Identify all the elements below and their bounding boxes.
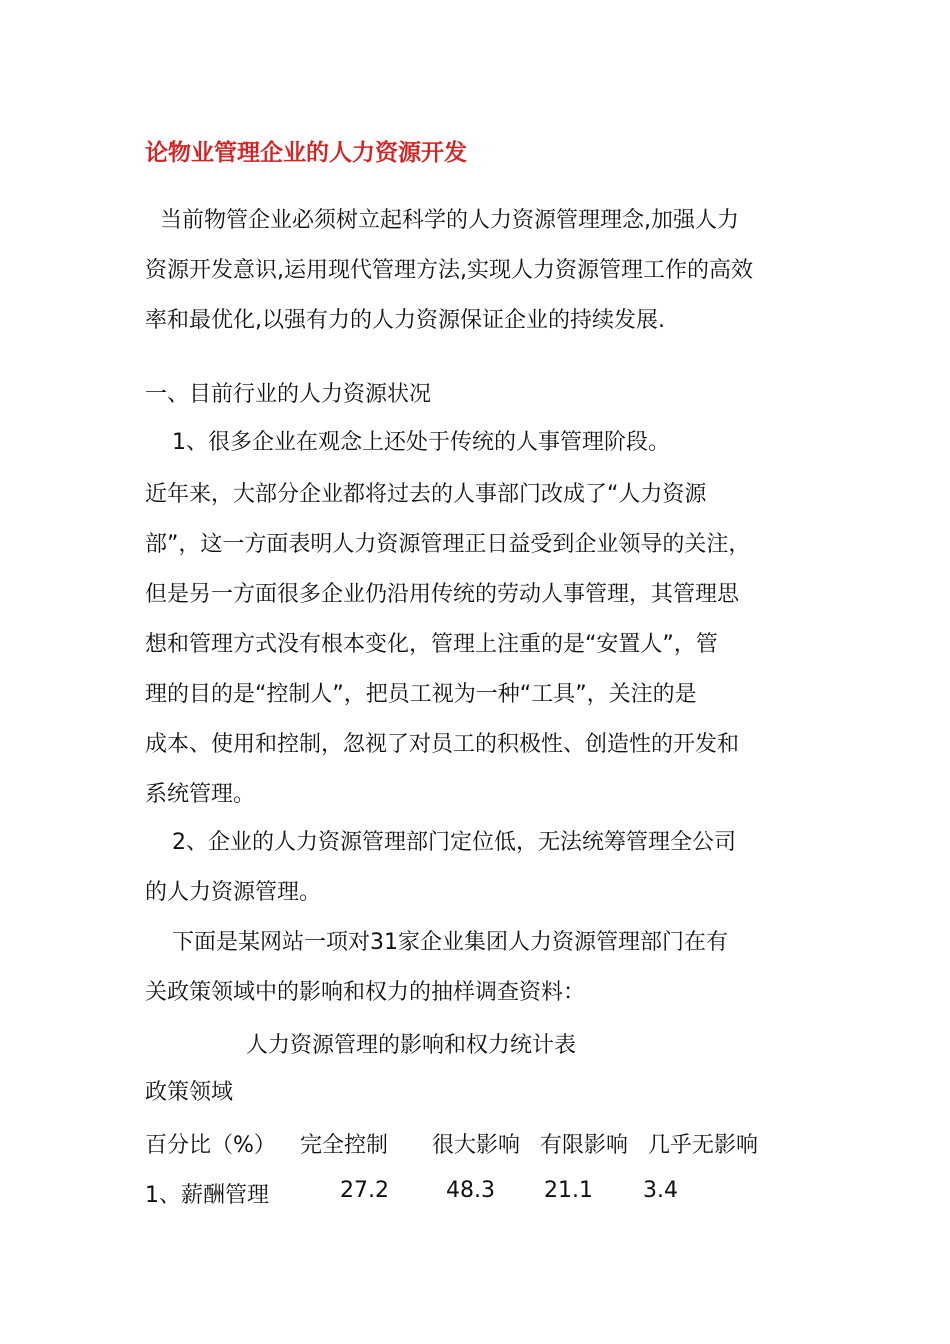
section-heading: 一、目前行业的人力资源状况	[145, 382, 432, 407]
table-cell: 27.2	[340, 1178, 389, 1203]
table-header-cell: 有限影响	[540, 1133, 629, 1158]
body-line: 关政策领域中的影响和权力的抽样调查资料：	[145, 980, 586, 1005]
table-header-cell: 完全控制	[300, 1133, 389, 1158]
table-header-cell: 百分比（%）	[145, 1133, 276, 1158]
table-header-cell: 几乎无影响	[648, 1133, 759, 1158]
body-line: 但是另一方面很多企业仍沿用传统的劳动人事管理，其管理思	[145, 582, 740, 607]
table-title: 人力资源管理的影响和权力统计表	[246, 1033, 577, 1058]
document-title: 论物业管理企业的人力资源开发	[145, 140, 467, 166]
body-line: 部”，这一方面表明人力资源管理正日益受到企业领导的关注，	[145, 532, 751, 557]
intro-line: 当前物管企业必须树立起科学的人力资源管理理念,加强人力	[160, 208, 739, 233]
body-line: 系统管理。	[145, 782, 256, 807]
body-line: 想和管理方式没有根本变化，管理上注重的是“安置人”，管	[145, 632, 718, 657]
table-cell: 48.3	[446, 1178, 495, 1203]
body-line: 下面是某网站一项对31家企业集团人力资源管理部门在有	[172, 930, 728, 955]
intro-line: 资源开发意识,运用现代管理方法,实现人力资源管理工作的高效	[145, 258, 753, 283]
table-cell: 3.4	[643, 1178, 678, 1203]
body-line: 的人力资源管理。	[145, 880, 322, 905]
body-line: 理的目的是“控制人”，把员工视为一种“工具”，关注的是	[145, 682, 697, 707]
table-header-cell: 很大影响	[432, 1133, 521, 1158]
intro-line: 率和最优化,以强有力的人力资源保证企业的持续发展.	[145, 308, 665, 333]
body-line: 近年来，大部分企业都将过去的人事部门改成了“人力资源	[145, 482, 707, 507]
body-line: 成本、使用和控制，忽视了对员工的积极性、创造性的开发和	[145, 732, 740, 757]
item-heading: 2、企业的人力资源管理部门定位低，无法统筹管理全公司	[172, 830, 736, 855]
table-label: 政策领域	[145, 1080, 234, 1105]
table-cell: 1、薪酬管理	[145, 1183, 269, 1208]
table-cell: 21.1	[544, 1178, 593, 1203]
item-heading: 1、很多企业在观念上还处于传统的人事管理阶段。	[172, 430, 670, 455]
